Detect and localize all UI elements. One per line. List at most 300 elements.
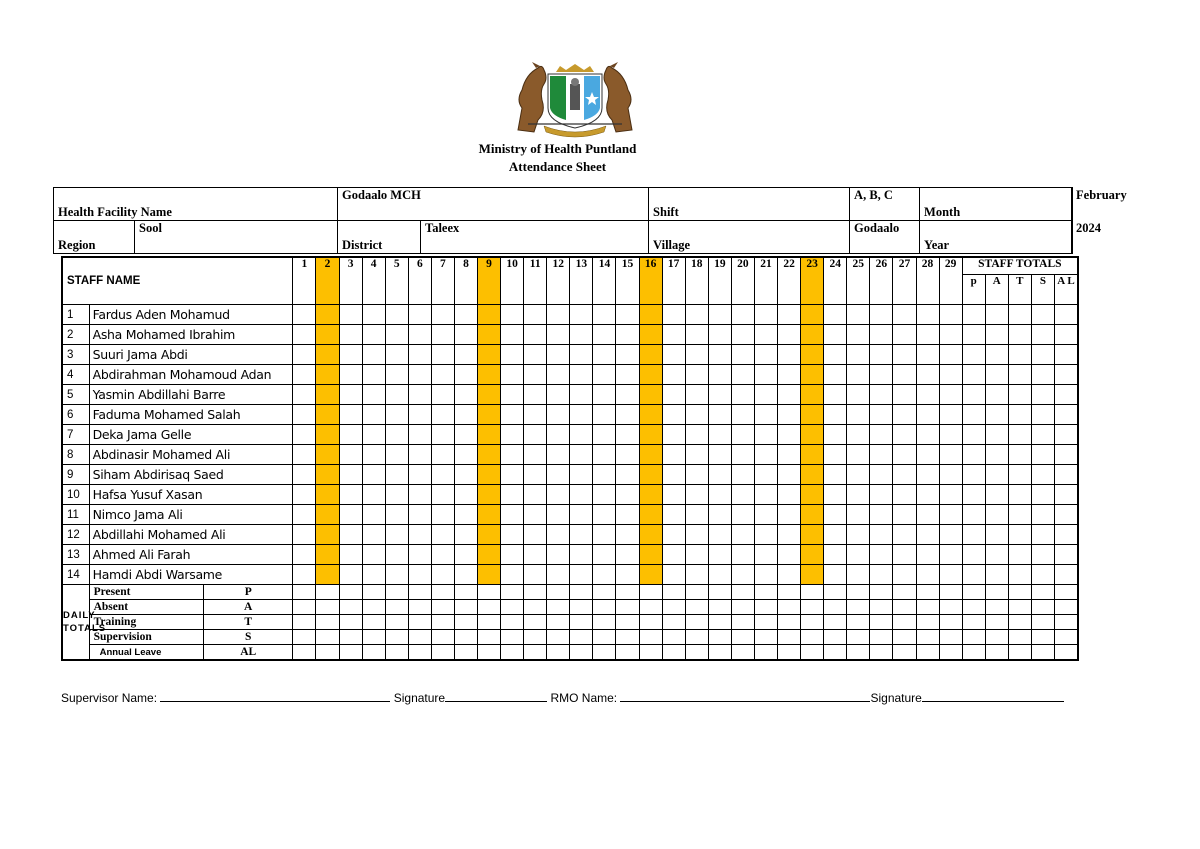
attendance-cell[interactable] bbox=[431, 425, 454, 445]
daily-total-cell[interactable] bbox=[847, 600, 870, 615]
attendance-cell[interactable] bbox=[916, 305, 939, 325]
daily-total-cell[interactable] bbox=[385, 615, 408, 630]
attendance-cell[interactable] bbox=[893, 365, 916, 385]
attendance-cell[interactable] bbox=[454, 565, 477, 585]
attendance-cell[interactable] bbox=[478, 345, 501, 365]
daily-total-cell[interactable] bbox=[778, 615, 801, 630]
attendance-cell[interactable] bbox=[685, 525, 708, 545]
attendance-cell[interactable] bbox=[524, 425, 547, 445]
daily-total-cell[interactable] bbox=[801, 615, 824, 630]
attendance-cell[interactable] bbox=[478, 505, 501, 525]
attendance-cell[interactable] bbox=[662, 365, 685, 385]
attendance-cell[interactable] bbox=[501, 525, 524, 545]
attendance-cell[interactable] bbox=[870, 305, 893, 325]
attendance-cell[interactable] bbox=[316, 525, 339, 545]
attendance-cell[interactable] bbox=[893, 525, 916, 545]
attendance-cell[interactable] bbox=[339, 545, 362, 565]
attendance-cell[interactable] bbox=[754, 565, 777, 585]
attendance-cell[interactable] bbox=[478, 565, 501, 585]
daily-total-cell[interactable] bbox=[293, 615, 316, 630]
daily-total-cell[interactable] bbox=[501, 615, 524, 630]
staff-total-cell[interactable] bbox=[1008, 385, 1031, 405]
attendance-cell[interactable] bbox=[662, 325, 685, 345]
daily-total-cell[interactable] bbox=[408, 645, 431, 661]
daily-total-cell[interactable] bbox=[362, 615, 385, 630]
daily-total-cell[interactable] bbox=[778, 645, 801, 661]
attendance-cell[interactable] bbox=[754, 365, 777, 385]
daily-total-cell[interactable] bbox=[408, 630, 431, 645]
attendance-cell[interactable] bbox=[431, 345, 454, 365]
attendance-cell[interactable] bbox=[616, 545, 639, 565]
daily-total-cell[interactable] bbox=[478, 630, 501, 645]
attendance-cell[interactable] bbox=[385, 305, 408, 325]
daily-total-cell[interactable] bbox=[524, 615, 547, 630]
daily-total-sum-cell[interactable] bbox=[985, 585, 1008, 600]
attendance-cell[interactable] bbox=[916, 325, 939, 345]
attendance-cell[interactable] bbox=[662, 385, 685, 405]
attendance-cell[interactable] bbox=[939, 485, 962, 505]
attendance-cell[interactable] bbox=[593, 505, 616, 525]
daily-total-cell[interactable] bbox=[847, 615, 870, 630]
daily-total-cell[interactable] bbox=[916, 615, 939, 630]
attendance-cell[interactable] bbox=[778, 425, 801, 445]
daily-total-cell[interactable] bbox=[362, 585, 385, 600]
attendance-cell[interactable] bbox=[385, 545, 408, 565]
month-value[interactable]: February bbox=[1076, 188, 1127, 202]
daily-total-cell[interactable] bbox=[339, 630, 362, 645]
attendance-cell[interactable] bbox=[708, 345, 731, 365]
attendance-cell[interactable] bbox=[524, 465, 547, 485]
staff-total-cell[interactable] bbox=[1031, 425, 1054, 445]
attendance-cell[interactable] bbox=[754, 545, 777, 565]
daily-total-cell[interactable] bbox=[431, 600, 454, 615]
daily-total-cell[interactable] bbox=[385, 645, 408, 661]
attendance-cell[interactable] bbox=[524, 305, 547, 325]
attendance-cell[interactable] bbox=[547, 385, 570, 405]
attendance-cell[interactable] bbox=[754, 405, 777, 425]
attendance-cell[interactable] bbox=[501, 305, 524, 325]
staff-total-cell[interactable] bbox=[985, 405, 1008, 425]
attendance-cell[interactable] bbox=[824, 545, 847, 565]
attendance-cell[interactable] bbox=[362, 505, 385, 525]
daily-total-cell[interactable] bbox=[478, 615, 501, 630]
attendance-cell[interactable] bbox=[731, 405, 754, 425]
attendance-cell[interactable] bbox=[893, 505, 916, 525]
staff-total-cell[interactable] bbox=[1054, 365, 1078, 385]
attendance-cell[interactable] bbox=[939, 385, 962, 405]
attendance-cell[interactable] bbox=[639, 465, 662, 485]
attendance-cell[interactable] bbox=[778, 565, 801, 585]
attendance-cell[interactable] bbox=[847, 425, 870, 445]
staff-total-cell[interactable] bbox=[1008, 505, 1031, 525]
attendance-cell[interactable] bbox=[708, 305, 731, 325]
attendance-cell[interactable] bbox=[870, 545, 893, 565]
attendance-cell[interactable] bbox=[870, 505, 893, 525]
attendance-cell[interactable] bbox=[478, 405, 501, 425]
daily-total-cell[interactable] bbox=[570, 585, 593, 600]
attendance-cell[interactable] bbox=[316, 465, 339, 485]
daily-total-cell[interactable] bbox=[639, 630, 662, 645]
attendance-cell[interactable] bbox=[293, 425, 316, 445]
daily-total-cell[interactable] bbox=[662, 645, 685, 661]
daily-total-cell[interactable] bbox=[685, 615, 708, 630]
attendance-cell[interactable] bbox=[847, 365, 870, 385]
daily-total-cell[interactable] bbox=[731, 600, 754, 615]
attendance-cell[interactable] bbox=[731, 305, 754, 325]
attendance-cell[interactable] bbox=[731, 425, 754, 445]
daily-total-cell[interactable] bbox=[870, 615, 893, 630]
daily-total-cell[interactable] bbox=[501, 645, 524, 661]
daily-total-cell[interactable] bbox=[454, 585, 477, 600]
staff-total-cell[interactable] bbox=[1008, 365, 1031, 385]
daily-total-cell[interactable] bbox=[939, 645, 962, 661]
attendance-cell[interactable] bbox=[362, 365, 385, 385]
attendance-cell[interactable] bbox=[893, 565, 916, 585]
attendance-cell[interactable] bbox=[847, 385, 870, 405]
attendance-cell[interactable] bbox=[316, 385, 339, 405]
staff-total-cell[interactable] bbox=[985, 525, 1008, 545]
attendance-cell[interactable] bbox=[824, 525, 847, 545]
district-value[interactable]: Taleex bbox=[421, 221, 649, 254]
daily-total-cell[interactable] bbox=[478, 645, 501, 661]
daily-total-cell[interactable] bbox=[316, 585, 339, 600]
attendance-cell[interactable] bbox=[662, 485, 685, 505]
staff-total-cell[interactable] bbox=[1031, 345, 1054, 365]
staff-total-cell[interactable] bbox=[985, 425, 1008, 445]
daily-total-cell[interactable] bbox=[570, 600, 593, 615]
daily-total-cell[interactable] bbox=[754, 645, 777, 661]
attendance-cell[interactable] bbox=[593, 385, 616, 405]
staff-total-cell[interactable] bbox=[1054, 525, 1078, 545]
daily-total-cell[interactable] bbox=[939, 585, 962, 600]
attendance-cell[interactable] bbox=[316, 565, 339, 585]
attendance-cell[interactable] bbox=[778, 505, 801, 525]
attendance-cell[interactable] bbox=[593, 565, 616, 585]
attendance-cell[interactable] bbox=[431, 305, 454, 325]
attendance-cell[interactable] bbox=[454, 305, 477, 325]
attendance-cell[interactable] bbox=[616, 445, 639, 465]
daily-total-cell[interactable] bbox=[616, 615, 639, 630]
attendance-cell[interactable] bbox=[547, 505, 570, 525]
attendance-cell[interactable] bbox=[616, 325, 639, 345]
daily-total-cell[interactable] bbox=[524, 630, 547, 645]
daily-total-cell[interactable] bbox=[362, 630, 385, 645]
daily-total-cell[interactable] bbox=[293, 630, 316, 645]
attendance-cell[interactable] bbox=[362, 385, 385, 405]
attendance-cell[interactable] bbox=[939, 445, 962, 465]
daily-total-cell[interactable] bbox=[454, 615, 477, 630]
attendance-cell[interactable] bbox=[639, 525, 662, 545]
attendance-cell[interactable] bbox=[662, 405, 685, 425]
daily-total-cell[interactable] bbox=[616, 600, 639, 615]
daily-total-cell[interactable] bbox=[593, 585, 616, 600]
attendance-cell[interactable] bbox=[685, 405, 708, 425]
daily-total-cell[interactable] bbox=[754, 615, 777, 630]
attendance-cell[interactable] bbox=[824, 345, 847, 365]
attendance-cell[interactable] bbox=[847, 305, 870, 325]
attendance-cell[interactable] bbox=[801, 445, 824, 465]
attendance-cell[interactable] bbox=[478, 305, 501, 325]
staff-total-cell[interactable] bbox=[962, 565, 985, 585]
attendance-cell[interactable] bbox=[778, 525, 801, 545]
attendance-cell[interactable] bbox=[431, 525, 454, 545]
daily-total-sum-cell[interactable] bbox=[1008, 630, 1031, 645]
daily-total-sum-cell[interactable] bbox=[962, 600, 985, 615]
daily-total-cell[interactable] bbox=[708, 630, 731, 645]
daily-total-cell[interactable] bbox=[778, 630, 801, 645]
attendance-cell[interactable] bbox=[570, 545, 593, 565]
attendance-cell[interactable] bbox=[754, 325, 777, 345]
attendance-cell[interactable] bbox=[501, 545, 524, 565]
daily-total-cell[interactable] bbox=[731, 630, 754, 645]
attendance-cell[interactable] bbox=[431, 505, 454, 525]
attendance-cell[interactable] bbox=[293, 365, 316, 385]
daily-total-cell[interactable] bbox=[293, 585, 316, 600]
attendance-cell[interactable] bbox=[362, 305, 385, 325]
daily-total-cell[interactable] bbox=[501, 630, 524, 645]
staff-total-cell[interactable] bbox=[962, 385, 985, 405]
daily-total-cell[interactable] bbox=[801, 645, 824, 661]
daily-total-cell[interactable] bbox=[293, 645, 316, 661]
attendance-cell[interactable] bbox=[524, 365, 547, 385]
daily-total-cell[interactable] bbox=[916, 585, 939, 600]
daily-total-cell[interactable] bbox=[847, 645, 870, 661]
daily-total-cell[interactable] bbox=[339, 600, 362, 615]
attendance-cell[interactable] bbox=[362, 565, 385, 585]
rmo-signature-line[interactable] bbox=[922, 690, 1064, 702]
staff-total-cell[interactable] bbox=[1054, 345, 1078, 365]
daily-total-cell[interactable] bbox=[570, 615, 593, 630]
daily-total-cell[interactable] bbox=[385, 585, 408, 600]
attendance-cell[interactable] bbox=[385, 405, 408, 425]
attendance-cell[interactable] bbox=[593, 305, 616, 325]
daily-total-cell[interactable] bbox=[685, 645, 708, 661]
attendance-cell[interactable] bbox=[708, 365, 731, 385]
attendance-cell[interactable] bbox=[339, 385, 362, 405]
attendance-cell[interactable] bbox=[362, 465, 385, 485]
daily-total-cell[interactable] bbox=[547, 630, 570, 645]
attendance-cell[interactable] bbox=[501, 325, 524, 345]
attendance-cell[interactable] bbox=[454, 425, 477, 445]
attendance-cell[interactable] bbox=[778, 465, 801, 485]
attendance-cell[interactable] bbox=[639, 345, 662, 365]
daily-total-cell[interactable] bbox=[454, 600, 477, 615]
attendance-cell[interactable] bbox=[431, 325, 454, 345]
attendance-cell[interactable] bbox=[616, 345, 639, 365]
attendance-cell[interactable] bbox=[408, 385, 431, 405]
staff-total-cell[interactable] bbox=[1031, 325, 1054, 345]
attendance-cell[interactable] bbox=[316, 345, 339, 365]
staff-total-cell[interactable] bbox=[985, 445, 1008, 465]
attendance-cell[interactable] bbox=[847, 445, 870, 465]
attendance-cell[interactable] bbox=[685, 565, 708, 585]
attendance-cell[interactable] bbox=[639, 365, 662, 385]
attendance-cell[interactable] bbox=[339, 425, 362, 445]
staff-total-cell[interactable] bbox=[1031, 525, 1054, 545]
attendance-cell[interactable] bbox=[893, 465, 916, 485]
attendance-cell[interactable] bbox=[570, 505, 593, 525]
attendance-cell[interactable] bbox=[524, 565, 547, 585]
attendance-cell[interactable] bbox=[685, 465, 708, 485]
attendance-cell[interactable] bbox=[824, 485, 847, 505]
attendance-cell[interactable] bbox=[731, 505, 754, 525]
attendance-cell[interactable] bbox=[293, 405, 316, 425]
daily-total-cell[interactable] bbox=[939, 615, 962, 630]
attendance-cell[interactable] bbox=[893, 385, 916, 405]
daily-total-cell[interactable] bbox=[754, 585, 777, 600]
supervisor-signature-line[interactable] bbox=[445, 690, 547, 702]
daily-total-cell[interactable] bbox=[408, 585, 431, 600]
attendance-cell[interactable] bbox=[293, 445, 316, 465]
attendance-cell[interactable] bbox=[847, 505, 870, 525]
attendance-cell[interactable] bbox=[939, 505, 962, 525]
attendance-cell[interactable] bbox=[731, 485, 754, 505]
attendance-cell[interactable] bbox=[339, 405, 362, 425]
attendance-cell[interactable] bbox=[593, 325, 616, 345]
attendance-cell[interactable] bbox=[593, 525, 616, 545]
staff-total-cell[interactable] bbox=[962, 325, 985, 345]
daily-total-cell[interactable] bbox=[778, 585, 801, 600]
attendance-cell[interactable] bbox=[431, 565, 454, 585]
attendance-cell[interactable] bbox=[685, 345, 708, 365]
attendance-cell[interactable] bbox=[639, 505, 662, 525]
attendance-cell[interactable] bbox=[593, 365, 616, 385]
staff-total-cell[interactable] bbox=[1008, 445, 1031, 465]
attendance-cell[interactable] bbox=[454, 465, 477, 485]
attendance-cell[interactable] bbox=[916, 385, 939, 405]
attendance-cell[interactable] bbox=[524, 445, 547, 465]
staff-total-cell[interactable] bbox=[1008, 405, 1031, 425]
attendance-cell[interactable] bbox=[570, 405, 593, 425]
attendance-cell[interactable] bbox=[754, 345, 777, 365]
attendance-cell[interactable] bbox=[478, 325, 501, 345]
staff-total-cell[interactable] bbox=[985, 485, 1008, 505]
staff-total-cell[interactable] bbox=[1031, 305, 1054, 325]
attendance-cell[interactable] bbox=[524, 525, 547, 545]
attendance-cell[interactable] bbox=[847, 545, 870, 565]
attendance-cell[interactable] bbox=[754, 305, 777, 325]
attendance-cell[interactable] bbox=[639, 385, 662, 405]
daily-total-cell[interactable] bbox=[454, 630, 477, 645]
attendance-cell[interactable] bbox=[939, 405, 962, 425]
attendance-cell[interactable] bbox=[685, 385, 708, 405]
attendance-cell[interactable] bbox=[639, 445, 662, 465]
staff-total-cell[interactable] bbox=[1054, 505, 1078, 525]
daily-total-cell[interactable] bbox=[362, 645, 385, 661]
attendance-cell[interactable] bbox=[870, 445, 893, 465]
staff-total-cell[interactable] bbox=[1008, 305, 1031, 325]
attendance-cell[interactable] bbox=[501, 485, 524, 505]
attendance-cell[interactable] bbox=[454, 505, 477, 525]
daily-total-cell[interactable] bbox=[847, 630, 870, 645]
attendance-cell[interactable] bbox=[870, 525, 893, 545]
attendance-cell[interactable] bbox=[778, 405, 801, 425]
attendance-cell[interactable] bbox=[685, 445, 708, 465]
attendance-cell[interactable] bbox=[801, 465, 824, 485]
attendance-cell[interactable] bbox=[570, 365, 593, 385]
daily-total-cell[interactable] bbox=[870, 630, 893, 645]
daily-total-sum-cell[interactable] bbox=[1054, 630, 1078, 645]
attendance-cell[interactable] bbox=[893, 425, 916, 445]
attendance-cell[interactable] bbox=[939, 425, 962, 445]
staff-total-cell[interactable] bbox=[1008, 525, 1031, 545]
attendance-cell[interactable] bbox=[408, 525, 431, 545]
staff-total-cell[interactable] bbox=[962, 365, 985, 385]
daily-total-cell[interactable] bbox=[685, 600, 708, 615]
staff-total-cell[interactable] bbox=[1054, 325, 1078, 345]
attendance-cell[interactable] bbox=[339, 365, 362, 385]
attendance-cell[interactable] bbox=[431, 545, 454, 565]
daily-total-cell[interactable] bbox=[801, 630, 824, 645]
attendance-cell[interactable] bbox=[408, 505, 431, 525]
attendance-cell[interactable] bbox=[570, 305, 593, 325]
attendance-cell[interactable] bbox=[478, 485, 501, 505]
attendance-cell[interactable] bbox=[454, 525, 477, 545]
attendance-cell[interactable] bbox=[847, 565, 870, 585]
daily-total-cell[interactable] bbox=[731, 615, 754, 630]
attendance-cell[interactable] bbox=[362, 445, 385, 465]
shift-value[interactable]: A, B, C bbox=[850, 188, 920, 221]
attendance-cell[interactable] bbox=[408, 365, 431, 385]
attendance-cell[interactable] bbox=[731, 465, 754, 485]
attendance-cell[interactable] bbox=[593, 405, 616, 425]
attendance-cell[interactable] bbox=[685, 425, 708, 445]
attendance-cell[interactable] bbox=[916, 545, 939, 565]
attendance-cell[interactable] bbox=[916, 485, 939, 505]
attendance-cell[interactable] bbox=[593, 345, 616, 365]
daily-total-cell[interactable] bbox=[431, 645, 454, 661]
attendance-cell[interactable] bbox=[478, 425, 501, 445]
attendance-cell[interactable] bbox=[685, 545, 708, 565]
daily-total-cell[interactable] bbox=[870, 645, 893, 661]
daily-total-sum-cell[interactable] bbox=[962, 645, 985, 661]
attendance-cell[interactable] bbox=[408, 305, 431, 325]
attendance-cell[interactable] bbox=[639, 545, 662, 565]
daily-total-cell[interactable] bbox=[616, 630, 639, 645]
attendance-cell[interactable] bbox=[708, 405, 731, 425]
attendance-cell[interactable] bbox=[316, 445, 339, 465]
staff-total-cell[interactable] bbox=[985, 465, 1008, 485]
attendance-cell[interactable] bbox=[431, 465, 454, 485]
daily-total-sum-cell[interactable] bbox=[1008, 645, 1031, 661]
attendance-cell[interactable] bbox=[893, 445, 916, 465]
daily-total-cell[interactable] bbox=[778, 600, 801, 615]
attendance-cell[interactable] bbox=[478, 465, 501, 485]
staff-total-cell[interactable] bbox=[985, 365, 1008, 385]
daily-total-cell[interactable] bbox=[939, 600, 962, 615]
attendance-cell[interactable] bbox=[731, 565, 754, 585]
daily-total-cell[interactable] bbox=[385, 600, 408, 615]
attendance-cell[interactable] bbox=[385, 505, 408, 525]
attendance-cell[interactable] bbox=[385, 525, 408, 545]
attendance-cell[interactable] bbox=[478, 445, 501, 465]
village-value[interactable]: Godaalo bbox=[850, 221, 920, 254]
attendance-cell[interactable] bbox=[824, 405, 847, 425]
attendance-cell[interactable] bbox=[339, 325, 362, 345]
attendance-cell[interactable] bbox=[408, 405, 431, 425]
attendance-cell[interactable] bbox=[939, 305, 962, 325]
attendance-cell[interactable] bbox=[547, 465, 570, 485]
attendance-cell[interactable] bbox=[385, 465, 408, 485]
attendance-cell[interactable] bbox=[339, 445, 362, 465]
attendance-cell[interactable] bbox=[754, 385, 777, 405]
daily-total-cell[interactable] bbox=[662, 585, 685, 600]
attendance-cell[interactable] bbox=[362, 405, 385, 425]
attendance-cell[interactable] bbox=[731, 345, 754, 365]
daily-total-cell[interactable] bbox=[708, 645, 731, 661]
daily-total-sum-cell[interactable] bbox=[1054, 615, 1078, 630]
staff-total-cell[interactable] bbox=[1031, 565, 1054, 585]
